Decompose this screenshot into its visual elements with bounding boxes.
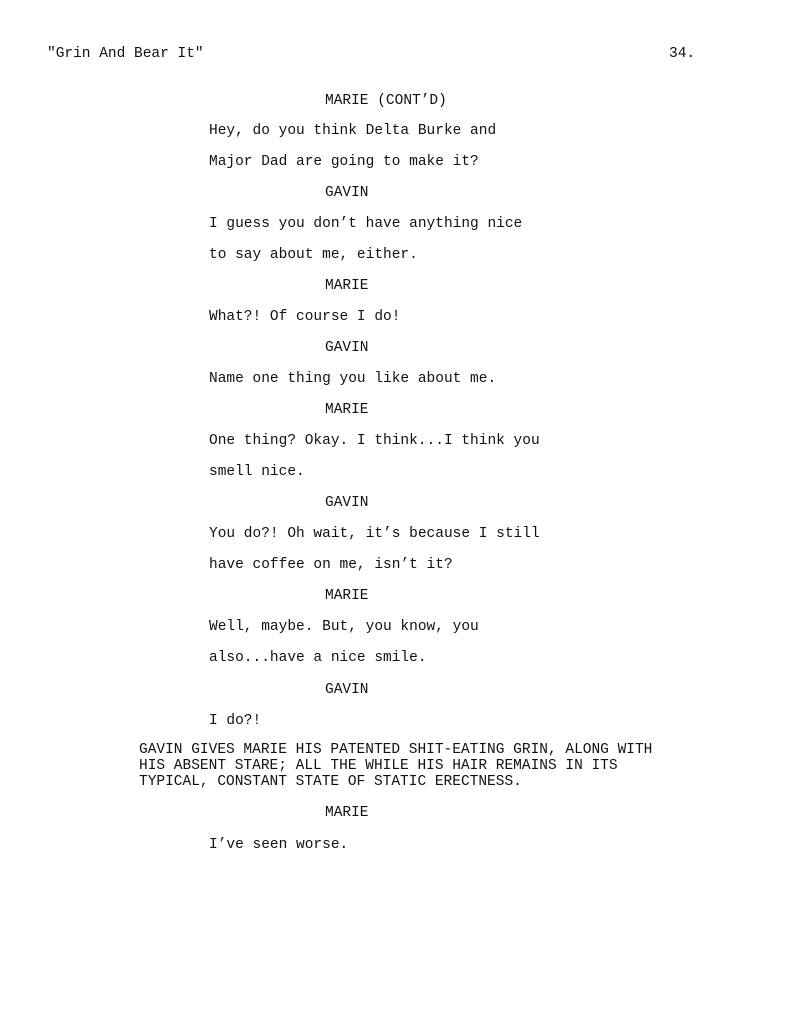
character-cue: GAVIN <box>325 682 369 698</box>
character-cue: GAVIN <box>325 340 369 356</box>
character-cue: MARIE <box>325 805 369 821</box>
action-line: GAVIN GIVES MARIE HIS PATENTED SHIT-EATING GRIN, ALONG WITH <box>139 742 653 758</box>
character-cue: MARIE <box>325 278 369 294</box>
dialogue-line: Name one thing you like about me. <box>209 371 497 387</box>
script-title: "Grin And Bear It" <box>47 46 204 62</box>
dialogue-line: I do?! <box>209 713 262 729</box>
character-cue: MARIE <box>325 588 369 604</box>
dialogue-line: I guess you don’t have anything nice <box>209 216 523 232</box>
dialogue-line: also...have a nice smile. <box>209 650 427 666</box>
character-cue: GAVIN <box>325 495 369 511</box>
action-description <box>139 742 739 790</box>
action-line: HIS ABSENT STARE; ALL THE WHILE HIS HAIR REMAINS IN ITS <box>139 758 618 774</box>
character-cue: MARIE (CONT’D) <box>325 93 447 109</box>
dialogue-line: to say about me, either. <box>209 247 418 263</box>
dialogue-line: Major Dad are going to make it? <box>209 154 479 170</box>
action-line: TYPICAL, CONSTANT STATE OF STATIC ERECTNESS. <box>139 774 522 790</box>
dialogue-line: Well, maybe. But, you know, you <box>209 619 479 635</box>
page-number: 34. <box>669 46 696 62</box>
dialogue-line: You do?! Oh wait, it’s because I still <box>209 526 540 542</box>
dialogue-line: Hey, do you think Delta Burke and <box>209 123 497 139</box>
dialogue-line: What?! Of course I do! <box>209 309 401 325</box>
dialogue-line: I’ve seen worse. <box>209 837 349 853</box>
character-cue: GAVIN <box>325 185 369 201</box>
character-cue: MARIE <box>325 402 369 418</box>
dialogue-line: One thing? Okay. I think...I think you <box>209 433 540 449</box>
dialogue-line: smell nice. <box>209 464 305 480</box>
dialogue-line: have coffee on me, isn’t it? <box>209 557 453 573</box>
